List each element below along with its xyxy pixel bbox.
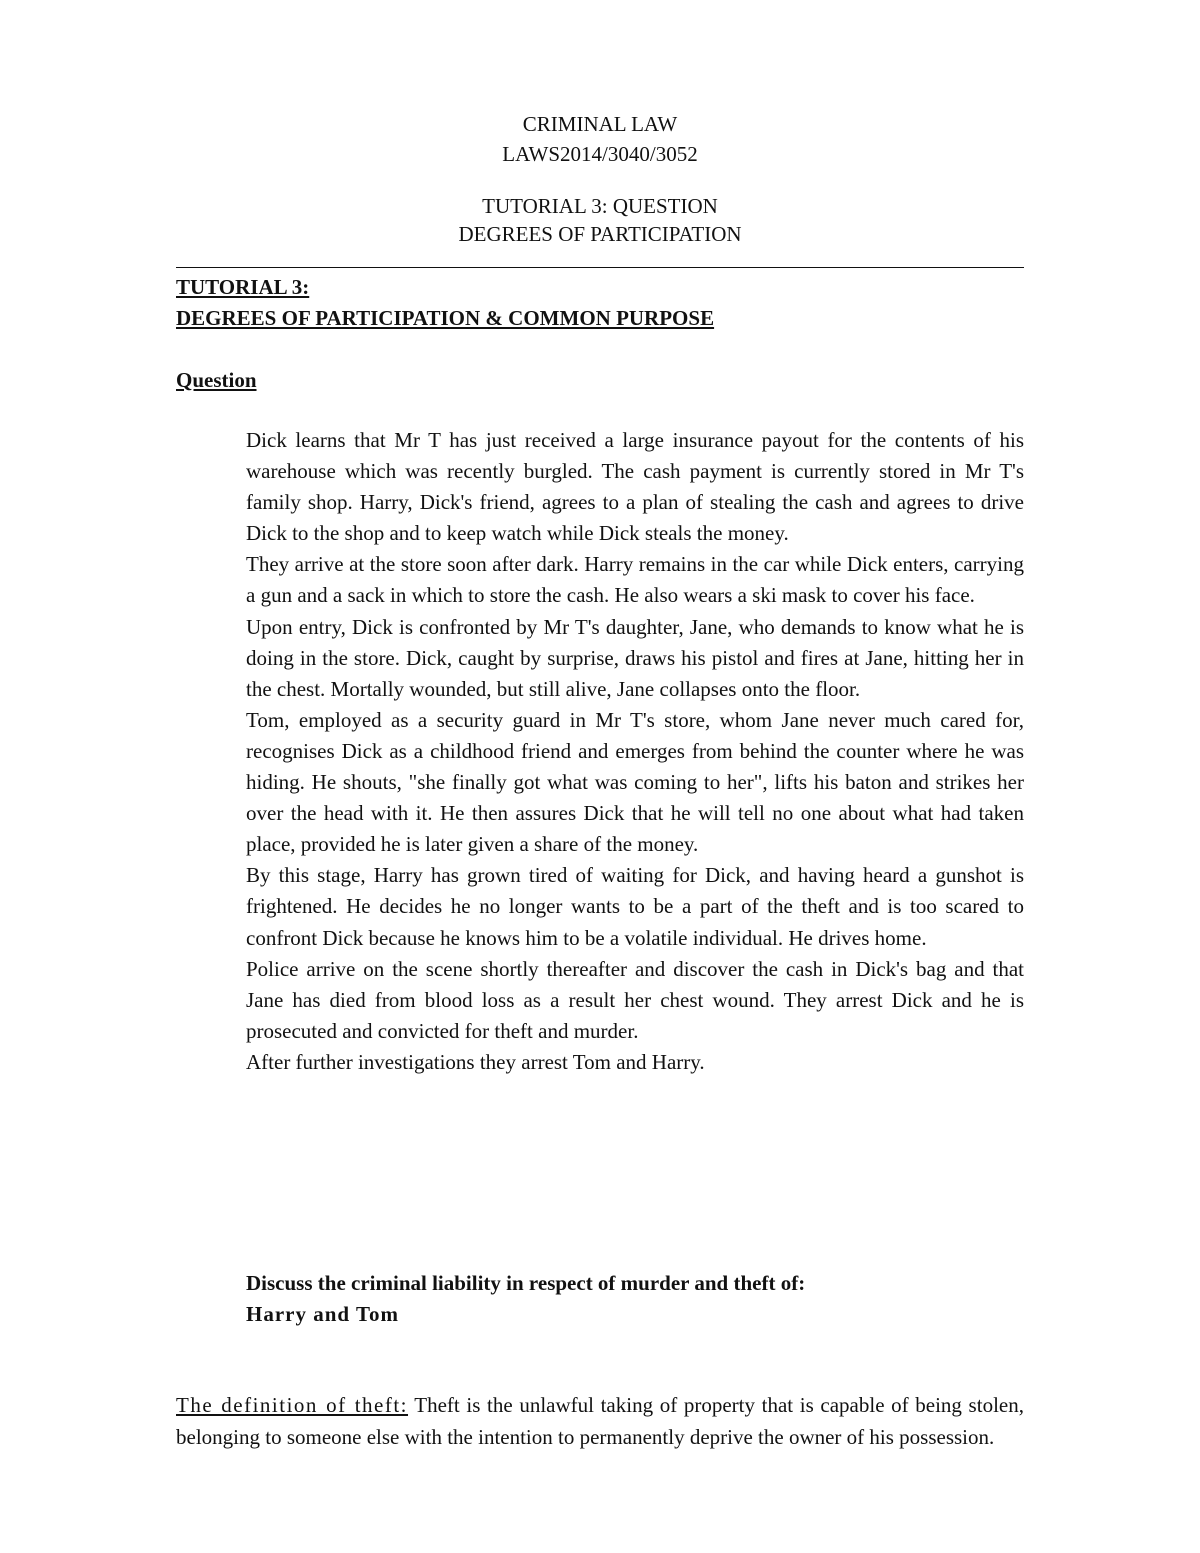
discussion-instruction: Discuss the criminal liability in respect of murder and theft of: <box>246 1271 806 1295</box>
definition-label: The definition of theft: <box>176 1393 409 1417</box>
question-paragraph: Upon entry, Dick is confronted by Mr T's daughter, Jane, who demands to know what he is doing in the store. Dick, caught by surprise, draws his pistol and fires at Jane, hitting her in the chest. Mortally wounded, but still alive, Jane collapses onto the floor. <box>246 614 1024 701</box>
tutorial-title: TUTORIAL 3: QUESTION <box>482 194 718 218</box>
question-paragraph: By this stage, Harry has grown tired of waiting for Dick, and having heard a gunshot is frightened. He decides he no longer wants to be a part of the theft and is too scared to confront Dick because he knows him to be a volatile individual. He drives home. <box>246 863 1024 950</box>
discussion-subjects: Harry and Tom <box>246 1302 400 1326</box>
question-paragraph: Police arrive on the scene shortly thereafter and discover the cash in Dick's bag and that Jane has died from blood loss as a result her chest wound. They arrest Dick and he is prosecuted and convicted for theft and murder. <box>246 956 1024 1043</box>
definition-text: Theft is the unlawful taking of property that is capable of being stolen, belonging to someone else with the intention to permanently deprive the owner of his possession. <box>176 1393 1024 1449</box>
question-paragraph: After further investigations they arrest Tom and Harry. <box>246 1049 705 1074</box>
question-paragraph: Dick learns that Mr T has just received a large insurance payout for the contents of his warehouse which was recently burgled. The cash payment is currently stored in Mr T's family shop. Harry, Dick's friend, agrees to a plan of stealing the cash and agrees to drive Dick to the shop and to keep watch while Dick steals the money. <box>246 428 1024 546</box>
question-label: Question <box>176 368 257 392</box>
course-title: CRIMINAL LAW <box>522 112 678 136</box>
topic-title: DEGREES OF PARTICIPATION <box>458 222 742 246</box>
question-paragraph: Tom, employed as a security guard in Mr T's store, whom Jane never much cared for, recognises Dick as a childhood friend and emerges from behind the counter where he was hiding. He shouts, "she finally got what was coming to her", lifts his baton and strikes her over the head with it. He then assures Dick that he will tell no one about what had taken place, provided he is later given a share of the money. <box>246 707 1024 857</box>
section-title-line2: DEGREES OF PARTICIPATION & COMMON PURPOSE <box>176 306 715 330</box>
horizontal-divider <box>176 267 1024 268</box>
question-body <box>246 425 1024 1078</box>
question-paragraph: They arrive at the store soon after dark. Harry remains in the car while Dick enters, carrying a gun and a sack in which to store the cash. He also wears a ski mask to cover his face. <box>246 552 1024 608</box>
theft-definition <box>176 1390 1024 1453</box>
course-code: LAWS2014/3040/3052 <box>502 142 698 166</box>
section-title-line1: TUTORIAL 3: <box>176 275 310 299</box>
